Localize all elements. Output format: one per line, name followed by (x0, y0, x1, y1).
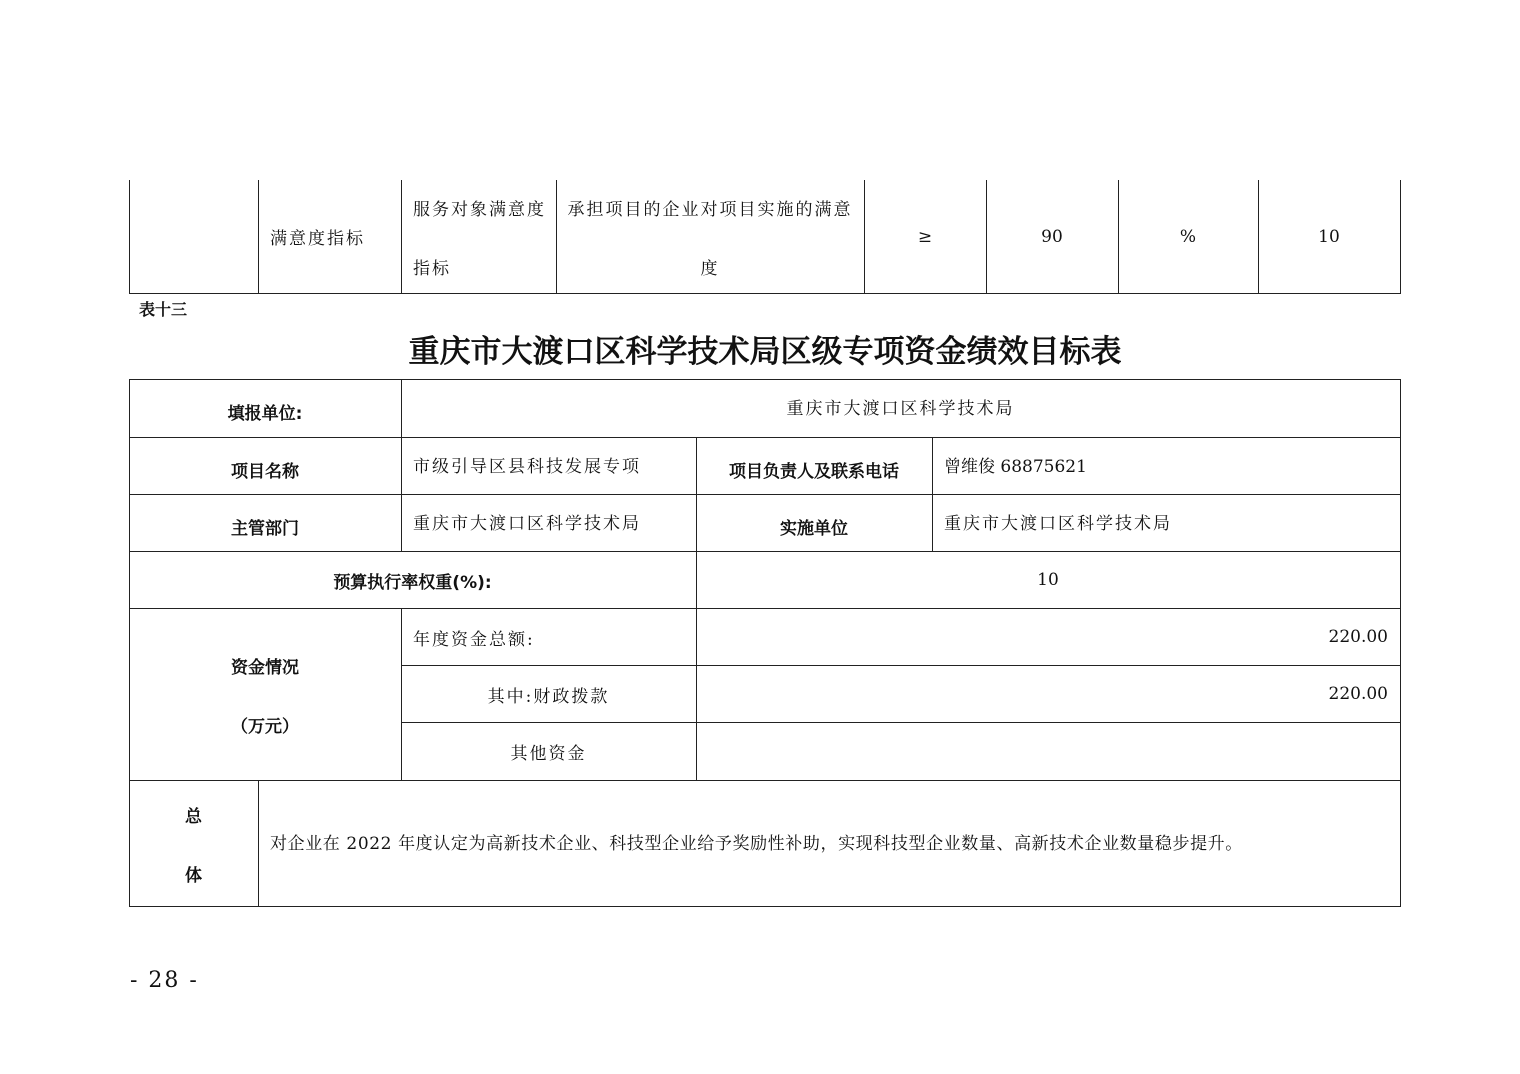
budget-weight-label: 预算执行率权重(%): (333, 572, 492, 593)
funds-label (129, 609, 401, 780)
overall-goal-text: 对企业在 2022 年度认定为高新技术企业、科技型企业给予奖励性补助，实现科技型企业数量、高新技术企业数量稳步提升。 (270, 834, 1243, 854)
indicator-level2: 满意度指标 (270, 229, 365, 249)
fiscal-label: 其中:财政拨款 (487, 686, 610, 707)
project-name-value: 市级引导区县科技发展专项 (413, 456, 641, 477)
other-funds-value (696, 723, 1400, 780)
other-funds-label: 其他资金 (510, 744, 587, 764)
contact-label: 项目负责人及联系电话 (729, 461, 899, 482)
indicator-level3 (401, 180, 556, 293)
indicator-description-line2: 度 (700, 258, 720, 279)
indicator-description (556, 180, 864, 293)
overall-goal-label (129, 781, 258, 906)
fill-unit-value: 重庆市大渡口区科学技术局 (786, 399, 1015, 419)
indicator-level3-line2: 指标 (413, 258, 451, 279)
annual-total-label: 年度资金总额: (413, 629, 535, 650)
indicator-unit: % (1179, 226, 1197, 247)
page-title: 重庆市大渡口区科学技术局区级专项资金绩效目标表 (408, 334, 1122, 370)
indicator-level3-line1: 服务对象满意度 (413, 199, 546, 220)
impl-value: 重庆市大渡口区科学技术局 (944, 513, 1172, 534)
dept-label: 主管部门 (231, 518, 299, 539)
table-label: 表十三 (139, 300, 188, 319)
dept-value: 重庆市大渡口区科学技术局 (413, 513, 641, 534)
fiscal-value: 220.00 (1328, 684, 1388, 704)
page-number: - 28 - (130, 968, 199, 993)
funds-unit-text: （万元） (231, 716, 299, 737)
funds-label-text: 资金情况 (231, 657, 299, 678)
indicator-weight: 10 (1318, 226, 1340, 247)
indicator-operator: ≥ (917, 226, 933, 247)
fill-unit-label: 填报单位: (227, 404, 303, 424)
indicator-value: 90 (1041, 226, 1063, 247)
impl-label: 实施单位 (780, 518, 848, 539)
overall-goal-label-2: 体 (185, 865, 202, 886)
overall-goal-label-1: 总 (185, 806, 202, 827)
contact-value: 曾维俊 68875621 (944, 456, 1087, 477)
budget-weight-value: 10 (1037, 570, 1059, 590)
indicator-description-line1: 承担项目的企业对项目实施的满意 (567, 199, 853, 220)
project-name-label: 项目名称 (231, 461, 299, 482)
annual-total-value: 220.00 (1328, 627, 1388, 647)
